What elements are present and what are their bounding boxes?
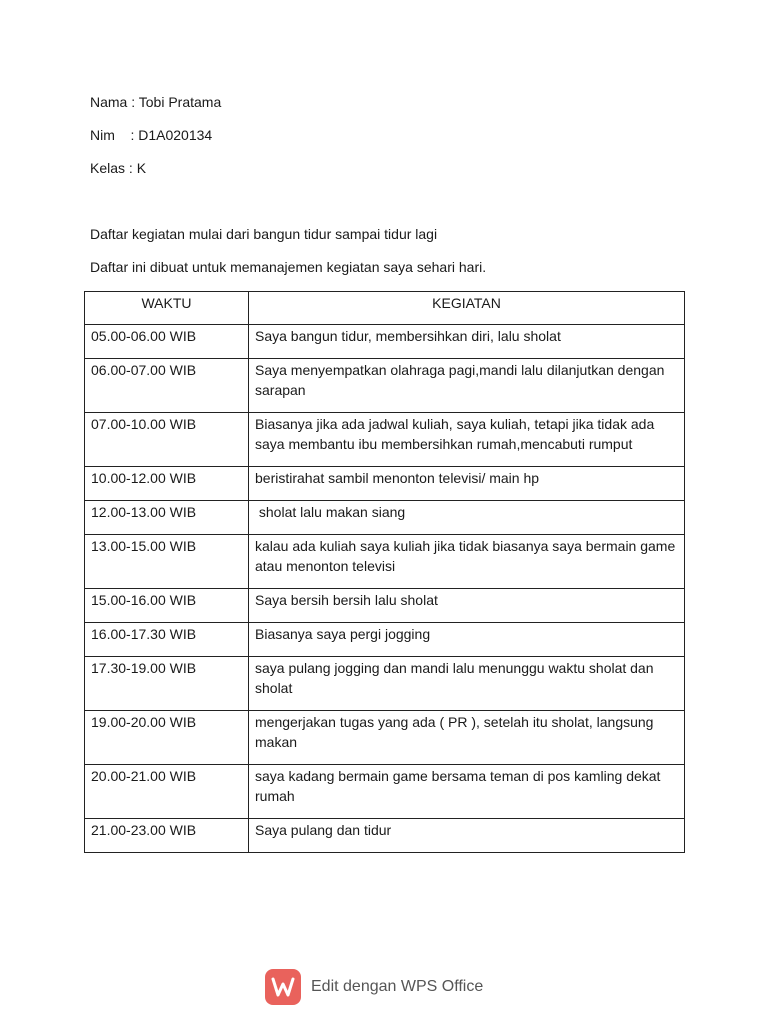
wps-edit-link[interactable]: [265, 969, 483, 1005]
table-row: [85, 535, 685, 589]
row-time: 05.00-06.00 WIB: [85, 325, 249, 359]
student-class: Kelas : K: [90, 160, 147, 176]
table-row: [85, 711, 685, 765]
table-row: [85, 325, 685, 359]
header-waktu: WAKTU: [85, 292, 249, 325]
schedule-table: [84, 291, 685, 853]
table-row: [85, 501, 685, 535]
row-activity: Biasanya jika ada jadwal kuliah, saya kuliah, tetapi jika tidak ada saya membantu ibu membersihkan rumah,mencabuti rumput: [249, 413, 685, 467]
row-activity: Saya bersih bersih lalu sholat: [249, 589, 685, 623]
header-kegiatan: KEGIATAN: [249, 292, 685, 325]
table-row: [85, 589, 685, 623]
row-time: 19.00-20.00 WIB: [85, 711, 249, 765]
row-activity: Saya menyempatkan olahraga pagi,mandi lalu dilanjutkan dengan sarapan: [249, 359, 685, 413]
row-activity: saya kadang bermain game bersama teman di pos kamling dekat rumah: [249, 765, 685, 819]
table-row: [85, 359, 685, 413]
row-time: 07.00-10.00 WIB: [85, 413, 249, 467]
table-row: [85, 765, 685, 819]
table-row: [85, 467, 685, 501]
row-activity: mengerjakan tugas yang ada ( PR ), setelah itu sholat, langsung makan: [249, 711, 685, 765]
row-activity: Biasanya saya pergi jogging: [249, 623, 685, 657]
table-row: [85, 413, 685, 467]
wps-office-logo-icon: [265, 969, 301, 1005]
table-row: [85, 657, 685, 711]
row-activity: saya pulang jogging dan mandi lalu menunggu waktu sholat dan sholat: [249, 657, 685, 711]
row-time: 21.00-23.00 WIB: [85, 819, 249, 853]
row-activity: beristirahat sambil menonton televisi/ main hp: [249, 467, 685, 501]
row-time: 17.30-19.00 WIB: [85, 657, 249, 711]
row-time: 16.00-17.30 WIB: [85, 623, 249, 657]
row-activity: kalau ada kuliah saya kuliah jika tidak biasanya saya bermain game atau menonton televisi: [249, 535, 685, 589]
student-nim: Nim : D1A020134: [90, 127, 213, 143]
intro-line-2: Daftar ini dibuat untuk memanajemen kegiatan saya sehari hari.: [90, 259, 487, 275]
row-time: 10.00-12.00 WIB: [85, 467, 249, 501]
table-row: [85, 623, 685, 657]
row-activity: Saya pulang dan tidur: [249, 819, 685, 853]
row-time: 15.00-16.00 WIB: [85, 589, 249, 623]
table-header-row: [85, 292, 685, 325]
row-time: 13.00-15.00 WIB: [85, 535, 249, 589]
row-time: 12.00-13.00 WIB: [85, 501, 249, 535]
row-time: 06.00-07.00 WIB: [85, 359, 249, 413]
table-row: [85, 819, 685, 853]
row-time: 20.00-21.00 WIB: [85, 765, 249, 819]
row-activity: Saya bangun tidur, membersihkan diri, lalu sholat: [249, 325, 685, 359]
wps-edit-label: Edit dengan WPS Office: [311, 978, 484, 995]
row-activity: sholat lalu makan siang: [249, 501, 685, 535]
student-name: Nama : Tobi Pratama: [90, 94, 222, 110]
intro-line-1: Daftar kegiatan mulai dari bangun tidur sampai tidur lagi: [90, 226, 438, 242]
